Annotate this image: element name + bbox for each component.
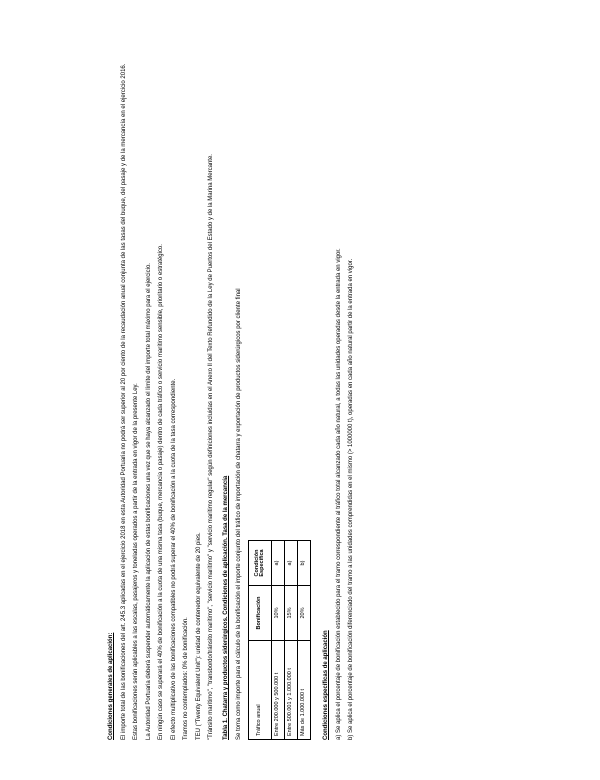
- header-traffic: Tráfico anual: [249, 641, 272, 740]
- general-paragraph-1: El importe total de las bonificaciones del art. 245.3 aplicadas en el ejercicio 2018 en esta Autoridad Portuaria no podrá ser superior al 20 por ciento de la recaudación anual conjunta de las tasas del buque, del pasaje y de la mercancía en el ejercicio 2016.: [120, 63, 127, 740]
- cell-condition: a): [272, 541, 285, 586]
- table-row: [285, 541, 298, 740]
- header-bonus: Bonificación: [249, 586, 272, 641]
- cell-bonus: 20%: [298, 586, 311, 641]
- cell-condition: a): [285, 541, 298, 586]
- specific-condition-b: b) Se aplica el porcentaje de bonificación diferenciado del tramo a las unidades comprendidas en el mismo (> 1000000 t), operadas en cada año natural partir de la entrada en vigor.: [348, 258, 354, 740]
- cell-traffic: Entre 200.000 y 500.000 t: [272, 641, 285, 740]
- bonus-table: [248, 540, 311, 740]
- general-paragraph-8: "Tránsito marítimo", "transbordo/tránsito marítimo", "servicio marítimo" y "servicio marítimo regular" según definiciones incluidas en el Anexo II del Texto Refundido de la Ley de Puertos del Estado y de la Marina Mercante.: [208, 154, 214, 740]
- general-paragraph-7: TEU ("Twenty Equivalent Unit"): unidad de contenedor equivalente de 20 pies.: [195, 532, 202, 740]
- general-paragraph-5: El efecto multiplicativo de las bonificaciones compatibles no podrá superar el 40% de bonificación a la cuota de la tasa correspondiente.: [170, 378, 177, 740]
- general-paragraph-2: Estas bonificaciones serán aplicables a las escalas, pasajeros y toneladas operados a partir de la entrada en vigor de la presente Ley.: [133, 383, 139, 740]
- specific-conditions-heading: Condiciones específicas de aplicación: [323, 630, 329, 740]
- general-conditions-heading: Condiciones generales de aplicación:: [108, 632, 114, 740]
- general-paragraph-6: Tramos no contemplados: 0% de bonificación.: [183, 617, 189, 740]
- table-title: Tabla 1. Chatarra y productos siderúrgicos. Condiciones de aplicación. Tasa de la mercancía: [223, 475, 229, 740]
- cell-condition: b): [298, 541, 311, 586]
- header-condition-line1: Condición: [253, 549, 260, 577]
- table-intro: Se toma como importe para el cálculo de la bonificación el importe conjunto del tráfico de importación de chatarra y exportación de productos siderúrgicos por cliente final: [235, 288, 242, 740]
- document-content: [108, 40, 361, 740]
- general-paragraph-3: La Autoridad Portuaria deberá suspender automáticamente la aplicación de estas bonificaciones una vez que se haya alcanzado el límite del importe total máximo para el ejercicio.: [145, 263, 152, 740]
- table-row: [272, 541, 285, 740]
- header-condition-line2: Específica: [259, 549, 265, 577]
- cell-traffic: Entre 500.001 y 1.000.000 t: [285, 641, 298, 740]
- table-row: [298, 541, 311, 740]
- header-condition: [249, 541, 272, 586]
- specific-condition-a: a) Se aplica el porcentaje de bonificación establecido para el tramo correspondiente al tráfico total alcanzado cada año natural, a todas las unidades operadas desde la entrada en vigor.: [335, 248, 342, 740]
- general-paragraph-4: En ningún caso se superará el 40% de bonificación a la cuota de una misma tasa (buque, mercancía o pasaje) dentro de cada tráfico o servicio marítimo sensible, prioritario o estratégico.: [158, 244, 164, 740]
- table-header-row: [249, 541, 272, 740]
- cell-bonus: 10%: [272, 586, 285, 641]
- cell-bonus: 15%: [285, 586, 298, 641]
- cell-traffic: Más de 1.000.000 t: [298, 641, 311, 740]
